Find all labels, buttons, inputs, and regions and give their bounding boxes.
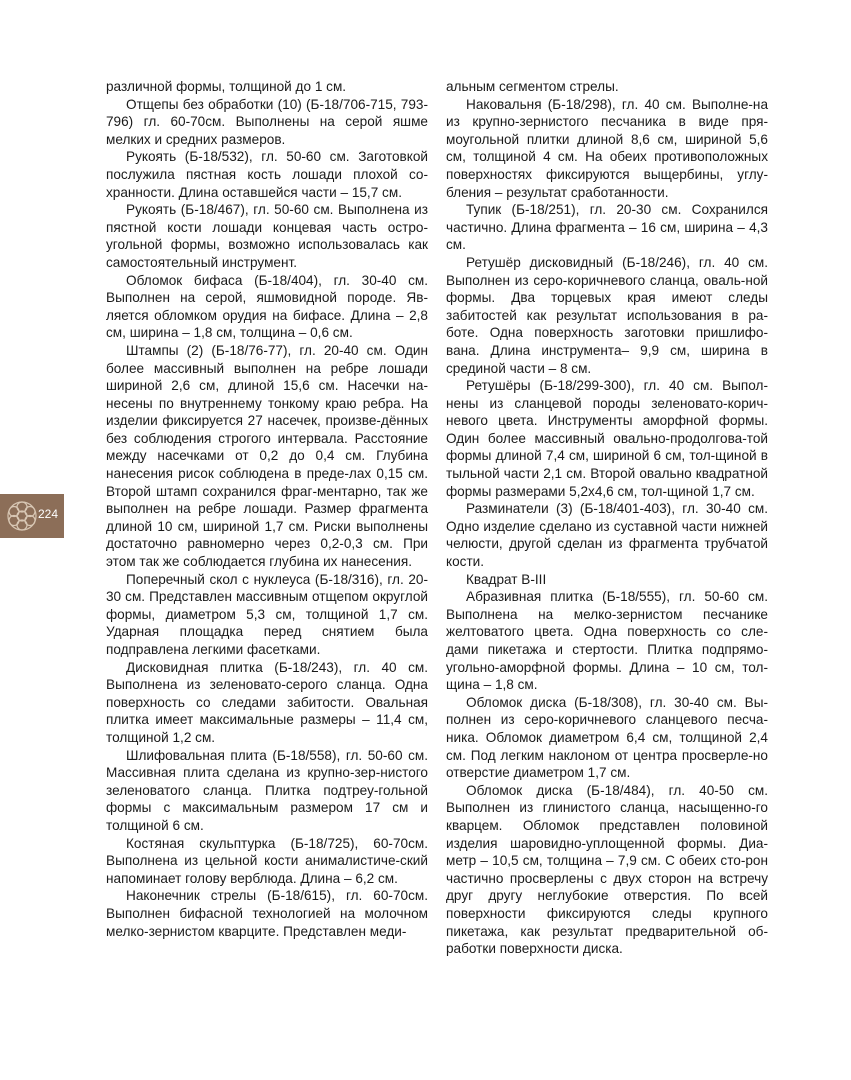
paragraph: Дисковидная плитка (Б-18/243), гл. 40 см. Выполнена из зеленовато-серого сланца. Одна поверхность со следами забитости. Овальная плитка имеет максимальные размеры – 11,4 см, толщиной 1,2 см. [106, 659, 428, 745]
paragraph: различной формы, толщиной до 1 см. [106, 79, 347, 94]
paragraph: Наконечник стрелы (Б-18/615), гл. 60-70см. Выполнен бифасной технологией на молочном мелко-зернистом кварците. Представлен меди- [106, 888, 428, 939]
paragraph: Поперечный скол с нуклеуса (Б-18/316), гл. 20-30 см. Представлен массивным отщепом округлой формы, диаметром 5,3 см, толщиной 1,7 см. Ударная площадка перед снятием была подправлена легкими фасетками. [106, 571, 428, 657]
paragraph: Рукоять (Б-18/467), гл. 50-60 см. Выполнена из пястной кости лошади концевая часть остро-угольной формы, возможно использовалась как самостоятельный инструмент. [106, 202, 428, 270]
paragraph: Наковальня (Б-18/298), гл. 40 см. Выполне-на из крупно-зернистого песчаника в виде пря-моугольной плитки длиной 8,6 см, шириной 5,6 см, толщиной 4 см. На обеих противоположных поверхностях фиксируются выщербины, углу-бления – результат сработанности. [446, 96, 768, 200]
paragraph: Тупик (Б-18/251), гл. 20-30 см. Сохранился частично. Длина фрагмента – 16 см, ширина – 4,3 см. [446, 202, 768, 253]
paragraph: Обломок диска (Б-18/484), гл. 40-50 см. Выполнен из глинистого сланца, насыщенно-го кварцем. Обломок представлен половиной изделия шаровидно-уплощенной формы. Диа-метр – 10,5 см, толщина – 7,9 см. С обеих сто-рон частично просверлены с двух сторон на встречу друг другу неглубокие отверстия. По всей поверхности фиксируются следы крупного пикетажа, как результат предварительной об-работки поверхности диска. [446, 782, 768, 957]
paragraph: Абразивная плитка (Б-18/555), гл. 50-60 см. Выполнена на мелко-зернистом песчанике желтоватого цвета. Одна поверхность со сле-дами пикетажа и стертости. Плитка подпрямо-угольно-аморфной формы. Длина – 10 см, тол-щина – 1,8 см. [446, 589, 768, 693]
paragraph: Костяная скульптурка (Б-18/725), 60-70см. Выполнена из цельной кости анималистиче-ский напоминает голову верблюда. Длина – 6,2 см. [106, 835, 428, 886]
section-heading: Квадрат В-III [466, 571, 547, 587]
paragraph: Штампы (2) (Б-18/76-77), гл. 20-40 см. Один более массивный выполнен на ребре лошади шириной 2,6 см, длиной 15,6 см. Насечки на-несены по внутреннему тонкому краю ребра. На изделии фиксируется 27 насечек, произве-дённых без соблюдения строгого интервала. Расстояние между насечками от 0,2 до 0,4 см. Глубина нанесения рисок соблюдена в преде-лах 0,15 см. Второй штамп сохранился фраг-ментарно, так же выполнен на ребре лошади. Размер фрагмента длиной 10 см, шириной 1,7 см. Риски выполнены достаточно равномерно через 0,2-0,3 см. При этом так же соблюдается глубина их нанесения. [106, 342, 428, 570]
paragraph: Разминатели (3) (Б-18/401-403), гл. 30-40 см. Одно изделие сделано из суставной части нижней челюсти, другой сделан из фрагмента трубчатой кости. [446, 501, 768, 570]
paragraph: Обломок диска (Б-18/308), гл. 30-40 см. Вы-полнен из серо-коричневого сланцевого песча-ника. Обломок диаметром 6,4 см, толщиной 2,4 см. Под легким наклоном от центра просверле-но отверстие диаметром 1,7 см. [446, 694, 768, 781]
paragraph: альным сегментом стрелы. [446, 79, 619, 94]
paragraph: Рукоять (Б-18/532), гл. 50-60 см. Заготовкой послужила пястная кость лошади плохой со-хранности. Длина оставшейся части – 15,7 см. [106, 149, 428, 200]
left-text-column [106, 78, 428, 940]
page-number: 224 [38, 507, 59, 521]
paragraph: Обломок бифаса (Б-18/404), гл. 30-40 см. Выполнен на серой, яшмовидной породе. Яв-ляется обломком орудия на бифасе. Длина – 2,8 см, ширина – 1,8 см, толщина – 0,6 см. [106, 272, 428, 341]
ornamental-rosette-icon [3, 497, 41, 535]
paragraph: Ретушёр дисковидный (Б-18/246), гл. 40 см. Выполнен из серо-коричневого сланца, оваль-ной формы. Два торцевых края имеют следы забитостей как результат использования в ра-боте. Одна поверхность заготовки пришлифо-вана. Длина инструмента– 9,9 см, ширина в срединой части – 8 см. [446, 254, 768, 376]
paragraph: Ретушёры (Б-18/299-300), гл. 40 см. Выпол-нены из сланцевой породы зеленовато-корич-невого цвета. Инструменты аморфной формы. Один более массивный овально-продолгова-той формы длиной 7,4 см, шириной 6 см, тол-щиной в тыльной части 2,1 см. Второй овально квадратной формы размерами 5,2х4,6 см, тол-щиной 1,7 см. [446, 378, 768, 499]
paragraph: Отщепы без обработки (10) (Б-18/706-715, 793-796) гл. 60-70см. Выполнены на серой яшме мелких и средних размеров. [106, 96, 428, 147]
page-number-tab [0, 494, 64, 538]
right-text-column [446, 78, 768, 958]
paragraph: Шлифовальная плита (Б-18/558), гл. 50-60 см. Массивная плита сделана из крупно-зер-нистого зеленоватого сланца. Плитка подтреу-гольной формы с максимальным размером 17 см и толщиной 6 см. [106, 747, 428, 833]
